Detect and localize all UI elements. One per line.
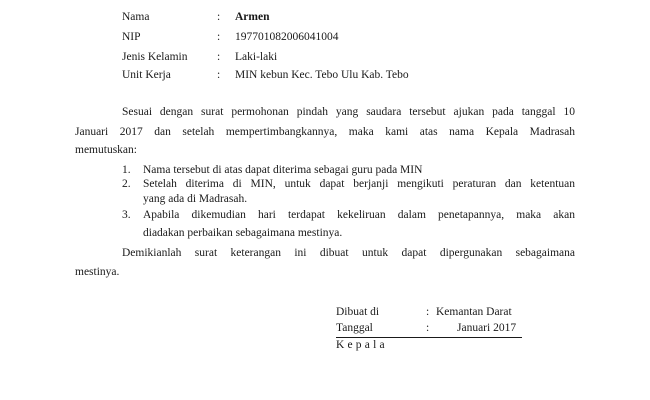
list-number: 1. [122,164,131,176]
tanggal-label: Tanggal [336,322,373,334]
identity-colon: : [217,31,221,43]
identity-value-jenis-kelamin: Laki-laki [235,51,278,63]
list-text: Setelah diterima di MIN, untuk dapat berjanji mengikuti peraturan dan ketentuan [143,178,575,190]
tanggal-colon: : [426,322,430,334]
intro-line: memutuskan: [75,144,137,156]
intro-line: Sesuai dengan surat permohonan pindah yang saudara tersebut ajukan pada tanggal 10 [122,106,575,118]
list-text: yang ada di Madrasah. [143,193,248,205]
identity-value-nama: Armen [235,11,270,23]
identity-label: Jenis Kelamin [122,51,188,63]
identity-label: NIP [122,31,141,43]
identity-colon: : [217,69,221,81]
signature-title: Kepala [336,339,388,351]
identity-colon: : [217,11,221,23]
list-number: 3. [122,209,131,221]
identity-value-unit-kerja: MIN kebun Kec. Tebo Ulu Kab. Tebo [235,69,409,81]
dibuat-value: Kemantan Darat [436,306,512,318]
identity-label: Unit Kerja [122,69,171,81]
list-text: diadakan perbaikan sebagaimana mestinya. [143,227,343,239]
identity-value-nip: 197701082006041004 [235,31,339,43]
dibuat-colon: : [426,306,430,318]
dibuat-label: Dibuat di [336,306,380,318]
identity-colon: : [217,51,221,63]
identity-label: Nama [122,11,150,23]
tanggal-value: Januari 2017 [457,322,517,334]
list-number: 2. [122,178,131,190]
closing-line: Demikianlah surat keterangan ini dibuat untuk dapat dipergunakan sebagaimana [122,247,575,259]
closing-line: mestinya. [75,266,120,278]
list-text: Apabila dikemudian hari terdapat kekeliruan dalam penetapannya, maka akan [143,209,575,221]
intro-line: Januari 2017 dan setelah mempertimbangkannya, maka kami atas nama Kepala Madrasah [75,126,575,138]
list-text: Nama tersebut di atas dapat diterima sebagai guru pada MIN [143,164,423,176]
